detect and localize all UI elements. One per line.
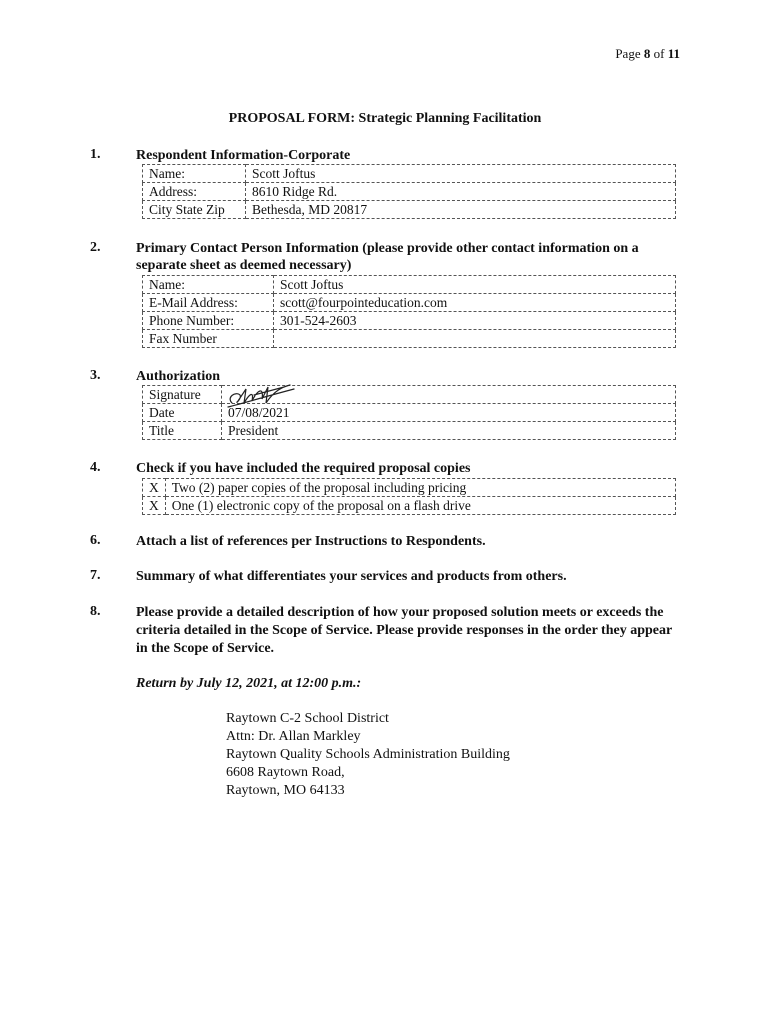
section-2-heading: Primary Contact Person Information (please provide other contact information on a separate sheet as deemed necessary) bbox=[136, 241, 639, 273]
row-value[interactable]: 8610 Ridge Rd. bbox=[246, 183, 676, 201]
row-label: E-Mail Address: bbox=[143, 294, 274, 312]
table-row bbox=[143, 479, 676, 497]
table-row bbox=[143, 183, 676, 201]
table-row bbox=[143, 165, 676, 183]
row-label: Title bbox=[143, 422, 222, 440]
row-value[interactable] bbox=[274, 330, 676, 348]
row-value[interactable]: 07/08/2021 bbox=[222, 404, 676, 422]
section-4-heading: Check if you have included the required proposal copies bbox=[136, 461, 471, 476]
section-6-number: 6. bbox=[90, 533, 101, 548]
mailing-address bbox=[226, 710, 510, 800]
checkbox[interactable]: X bbox=[143, 479, 166, 497]
row-label: City State Zip bbox=[143, 201, 246, 219]
table-row bbox=[143, 497, 676, 515]
row-label: Date bbox=[143, 404, 222, 422]
table-row bbox=[143, 386, 676, 404]
section-2-number: 2. bbox=[90, 240, 101, 255]
address-line: 6608 Raytown Road, bbox=[226, 765, 345, 780]
section-7-number: 7. bbox=[90, 568, 101, 583]
checklist-item: Two (2) paper copies of the proposal including pricing bbox=[165, 479, 675, 497]
row-label: Name: bbox=[143, 276, 274, 294]
row-label: Address: bbox=[143, 183, 246, 201]
table-row bbox=[143, 422, 676, 440]
page-prefix: Page bbox=[615, 46, 641, 61]
address-line: Attn: Dr. Allan Markley bbox=[226, 729, 361, 744]
contact-table bbox=[142, 275, 676, 348]
table-row bbox=[143, 404, 676, 422]
checkbox[interactable]: X bbox=[143, 497, 166, 515]
address-line: Raytown Quality Schools Administration Building bbox=[226, 747, 510, 762]
row-label: Fax Number bbox=[143, 330, 274, 348]
respondent-table bbox=[142, 164, 676, 219]
section-1-number: 1. bbox=[90, 147, 101, 162]
section-8-number: 8. bbox=[90, 604, 101, 619]
row-label: Phone Number: bbox=[143, 312, 274, 330]
row-label: Name: bbox=[143, 165, 246, 183]
row-value[interactable]: 301-524-2603 bbox=[274, 312, 676, 330]
return-deadline: Return by July 12, 2021, at 12:00 p.m.: bbox=[136, 676, 362, 691]
row-value[interactable]: Bethesda, MD 20817 bbox=[246, 201, 676, 219]
address-line: Raytown, MO 64133 bbox=[226, 783, 345, 798]
row-label: Signature bbox=[143, 386, 222, 404]
row-value[interactable]: Scott Joftus bbox=[246, 165, 676, 183]
checklist-item: One (1) electronic copy of the proposal on a flash drive bbox=[165, 497, 675, 515]
row-value[interactable]: President bbox=[222, 422, 676, 440]
table-row bbox=[143, 312, 676, 330]
section-3-number: 3. bbox=[90, 368, 101, 383]
table-row bbox=[143, 294, 676, 312]
page-current: 8 bbox=[643, 46, 651, 61]
table-row bbox=[143, 201, 676, 219]
page-title: PROPOSAL FORM: Strategic Planning Facilitation bbox=[228, 111, 542, 126]
signature-mark bbox=[224, 383, 304, 411]
page-of: of bbox=[653, 46, 665, 61]
row-value[interactable]: Scott Joftus bbox=[274, 276, 676, 294]
table-row bbox=[143, 276, 676, 294]
copies-checklist bbox=[142, 478, 676, 515]
section-1-heading: Respondent Information-Corporate bbox=[136, 148, 351, 163]
authorization-table bbox=[142, 385, 676, 440]
table-row bbox=[143, 330, 676, 348]
section-7-text: Summary of what differentiates your services and products from others. bbox=[136, 569, 567, 584]
section-6-text: Attach a list of references per Instructions to Respondents. bbox=[136, 534, 486, 549]
section-4-number: 4. bbox=[90, 460, 101, 475]
row-value[interactable]: scott@fourpointeducation.com bbox=[274, 294, 676, 312]
address-line: Raytown C-2 School District bbox=[226, 711, 389, 726]
page-total: 11 bbox=[667, 46, 680, 61]
section-3-heading: Authorization bbox=[136, 369, 220, 384]
section-8-text: Please provide a detailed description of how your proposed solution meets or exceeds the criteria detailed in the Scope of Service. Please provide responses in the order they appear in the Scope of Service. bbox=[136, 605, 672, 656]
page-number bbox=[615, 46, 680, 62]
